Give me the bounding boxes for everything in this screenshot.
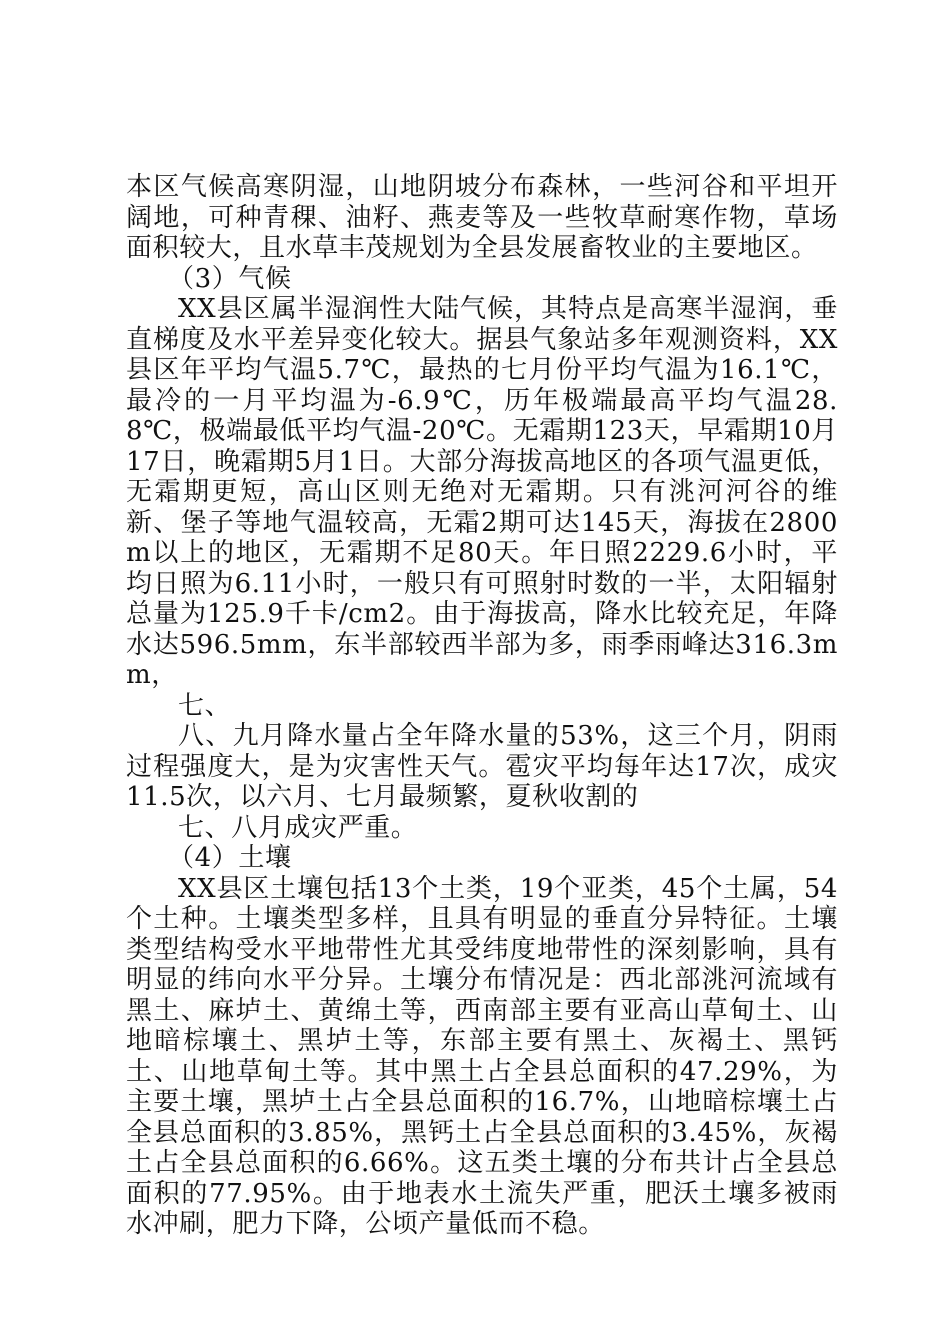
paragraph-soil: XX县区土壤包括13个土类，19个亚类，45个土属，54个土种。土壤类型多样，且具有明显的垂直分异特征。土壤类型结构受水平地带性尤其受纬度地带性的深刻影响，具有明显的纬向水平分异。土壤分布情况是：西北部洮河流域有黑土、麻垆土、黄绵土等，西南部主要有亚高山草甸土、山地暗棕壤土、黑垆土等，东部主要有黑土、灰褐土、黑钙土、山地草甸土等。其中黑土占全县总面积的47.29%，为主要土壤，黑垆土占全县总面积的16.7%，山地暗棕壤土占全县总面积的3.85%，黑钙土占全县总面积的3.45%，灰褐土占全县总面积的6.66%。这五类土壤的分布共计占全县总面积的77.95%。由于地表水土流失严重，肥沃土壤多被雨水冲刷，肥力下降，公顷产量低而不稳。: [126, 873, 838, 1239]
document-body: [126, 172, 838, 1240]
paragraph-disaster-months: 七、八月成灾严重。: [178, 812, 418, 843]
paragraph-rainfall-hail: 八、九月降水量占全年降水量的53%，这三个月，阴雨过程强度大，是为灾害性天气。雹灾平均每年达17次，成灾11.5次，以六月、七月最频繁，夏秋收割的: [126, 721, 838, 812]
paragraph-vegetation-summary: 本区气候高寒阴湿，山地阴坡分布森林，一些河谷和平坦开阔地，可种青稞、油籽、燕麦等及一些牧草耐寒作物，草场面积较大，且水草丰茂规划为全县发展畜牧业的主要地区。: [126, 172, 838, 263]
section-heading-climate: （3）气候: [168, 263, 292, 294]
section-heading-soil: （4）土壤: [168, 843, 292, 873]
paragraph-fragment-seven: 七、: [178, 690, 232, 721]
paragraph-climate: XX县区属半湿润性大陆气候，其特点是高寒半湿润，垂直梯度及水平差异变化较大。据县气象站多年观测资料，XX县区年平均气温5.7℃，最热的七月份平均气温为16.1℃，最冷的一月平均温为-6.9℃，历年极端最高平均气温28.8℃，极端最低平均气温-20℃。无霜期123天，早霜期10月17日，晚霜期5月1日。大部分海拔高地区的各项气温更低，无霜期更短，高山区则无绝对无霜期。只有洮河河谷的维新、堡子等地气温较高，无霜2期可达145天，海拔在2800m以上的地区，无霜期不足80天。年日照2229.6小时，平均日照为6.11小时，一般只有可照射时数的一半，太阳辐射总量为125.9千卡/cm2。由于海拔高，降水比较充足，年降水达596.5mm，东半部较西半部为多，雨季雨峰达316.3mm，: [126, 294, 838, 690]
